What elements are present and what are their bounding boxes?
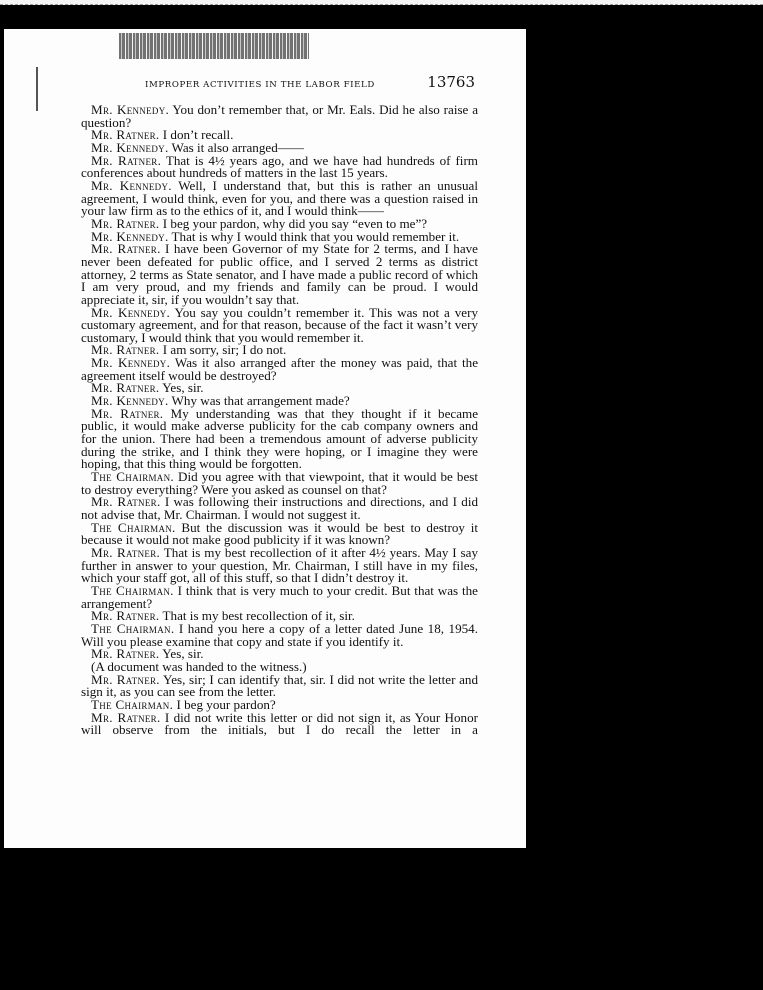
speaker: Mr. Ratner.	[91, 405, 164, 421]
speaker: Mr. Kennedy.	[91, 304, 171, 320]
speaker: Mr. Ratner.	[91, 646, 160, 662]
speaker: Mr. Ratner.	[91, 215, 160, 231]
paragraph	[81, 405, 479, 472]
paragraph	[81, 471, 478, 496]
paragraph	[81, 177, 479, 219]
speaker: Mr. Kennedy.	[91, 228, 169, 244]
speaker: Mr. Kennedy.	[91, 139, 169, 155]
utterance: I was following their instructions and directions, and I did not advise that, Mr. Chairman. I would not suggest it.	[81, 494, 479, 522]
speaker: The Chairman.	[91, 582, 174, 598]
utterance: I beg your pardon?	[173, 696, 276, 712]
paragraph	[81, 519, 478, 548]
speaker: The Chairman.	[91, 469, 174, 485]
scan-artifact	[119, 33, 309, 59]
utterance: I beg your pardon, why did you say “even to me”?	[159, 215, 428, 231]
running-title: IMPROPER ACTIVITIES IN THE LABOR FIELD	[145, 80, 375, 90]
speaker: Mr. Kennedy.	[91, 102, 170, 117]
utterance: Why was that arrangement made?	[168, 393, 350, 409]
paragraph	[81, 304, 479, 345]
utterance: Yes, sir.	[159, 646, 204, 662]
top-scan-strip	[0, 0, 763, 5]
paragraph	[81, 152, 478, 181]
speaker: Mr. Ratner.	[91, 342, 160, 358]
scan-margin-mark	[36, 67, 38, 111]
paragraph	[81, 709, 478, 738]
utterance: That is my best recollection of it, sir.	[159, 608, 355, 624]
utterance: But the discussion was it would be best to destroy it because it would not make good publicity if it was known?	[81, 519, 478, 548]
utterance: (A document was handed to the witness.)	[91, 658, 307, 674]
speaker: Mr. Kennedy.	[91, 393, 169, 409]
paragraph	[81, 104, 478, 129]
utterance: Well, I understand that, but this is rather an unusual agreement, I would think, even for you, and there was a question raised in your law firm as to the ethics of it, and I would think——	[81, 177, 479, 219]
speaker: The Chairman.	[91, 696, 174, 712]
utterance: You don’t remember that, or Mr. Eals. Did he also raise a question?	[81, 102, 479, 130]
speaker: Mr. Kennedy.	[91, 177, 172, 193]
utterance: Yes, sir; I can identify that, sir. I did not write the letter and sign it, as you can see from the letter.	[81, 671, 479, 700]
speaker: Mr. Ratner.	[91, 608, 160, 624]
utterance: Yes, sir.	[159, 380, 204, 396]
utterance: You say you couldn’t remember it. This was not a very customary agreement, and for that reason, because of the fact it wasn’t very customary, I would think that you would remember it.	[81, 304, 479, 345]
speaker: The Chairman.	[91, 620, 175, 636]
utterance: I did not write this letter or did not sign it, as Your Honor will observe from the initials, but I do recall the letter in a	[81, 709, 478, 738]
utterance: I think that is very much to your credit. But that was the arrangement?	[81, 582, 478, 611]
utterance: I don’t recall.	[159, 127, 234, 143]
speaker: Mr. Ratner.	[91, 380, 160, 396]
utterance: That is why I would think that you would remember it.	[168, 228, 460, 244]
utterance: Was it also arranged——	[168, 139, 304, 155]
speaker: Mr. Ratner.	[91, 709, 161, 725]
utterance: I hand you here a copy of a letter dated June 18, 1954. Will you please examine that copy and state if you identify it.	[81, 620, 478, 649]
utterance: I have been Governor of my State for 2 terms, and I have never been defeated for public office, and I served 2 terms as district attorney, 2 terms as State senator, and I have made a public record of which I am very proud, and my friends and family can be proud. I would appreciate it, sir, if you wouldn’t say that.	[81, 241, 478, 307]
speaker: Mr. Ratner.	[91, 127, 160, 143]
utterance: Was it also arranged after the money was paid, that the agreement itself would be destroyed?	[81, 355, 479, 383]
utterance: That is 4½ years ago, and we have had hundreds of firm conferences about hundreds of matters in the last 15 years.	[81, 152, 478, 181]
speaker: Mr. Ratner.	[91, 494, 161, 510]
paragraph	[81, 357, 478, 382]
speaker: Mr. Ratner.	[91, 671, 160, 687]
utterance: Did you agree with that viewpoint, that it would be best to destroy everything? Were you asked as counsel on that?	[81, 469, 479, 497]
utterance: That is my best recollection of it after 4½ years. May I say further in answer to your question, Mr. Chairman, I still have in my files, which your staff got, all of this stuff, so that I didn’t destroy it.	[81, 544, 479, 586]
utterance: My understanding was that they thought if it became public, it would make adverse publicity for the cab company owners and for the union. There had been a tremendous amount of adverse publicity during the strike, and I think they were hoping, or I imagine they were hoping, that this thing would be forgotten.	[81, 405, 479, 472]
speaker: Mr. Kennedy.	[91, 355, 171, 371]
paragraph	[81, 671, 479, 700]
utterance: I am sorry, sir; I do not.	[159, 342, 287, 358]
paragraph	[81, 620, 478, 649]
speaker: Mr. Ratner.	[91, 241, 161, 257]
paragraph	[81, 496, 478, 521]
speaker: The Chairman.	[91, 519, 176, 535]
page-header	[145, 72, 475, 96]
paragraph	[81, 243, 478, 306]
paragraph	[81, 582, 478, 611]
paragraph	[81, 544, 479, 586]
page-number: 13763	[427, 73, 475, 91]
speaker: Mr. Ratner.	[91, 544, 161, 560]
transcript-body	[81, 104, 478, 737]
speaker: Mr. Ratner.	[91, 152, 162, 168]
